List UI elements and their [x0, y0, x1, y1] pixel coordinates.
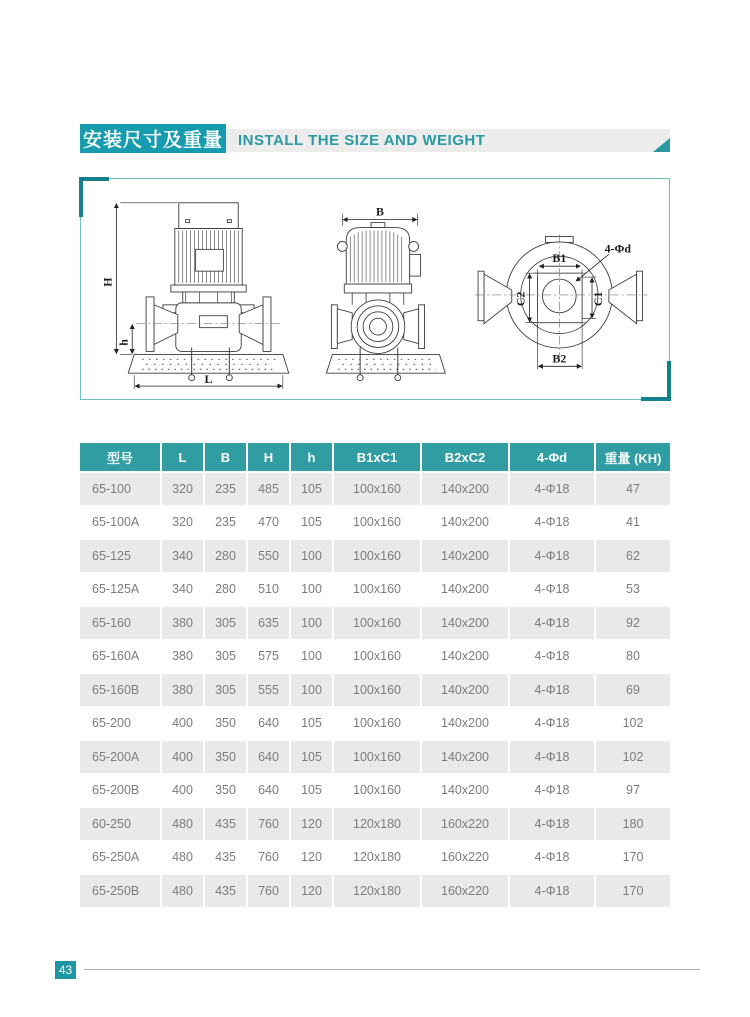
pump-front-view [128, 203, 289, 381]
table-cell: 65-250A [80, 842, 160, 874]
table-cell: 305 [205, 641, 246, 673]
table-cell: 120 [291, 842, 332, 874]
table-cell: 80 [596, 641, 670, 673]
table-cell: 305 [205, 607, 246, 639]
table-cell: 69 [596, 674, 670, 706]
table-cell: 100x160 [334, 641, 420, 673]
table-cell: 100 [291, 674, 332, 706]
table-cell: 170 [596, 875, 670, 907]
table-cell: 140x200 [422, 507, 508, 539]
dim-label-C2: C2 [513, 291, 528, 307]
table-cell: 4-Φ18 [510, 574, 594, 606]
column-header: 重量 (KH) [596, 443, 670, 471]
table-cell: 120 [291, 875, 332, 907]
table-cell: 105 [291, 473, 332, 505]
spec-table-wrap [78, 441, 672, 909]
table-cell: 4-Φ18 [510, 875, 594, 907]
column-header: B [205, 443, 246, 471]
table-cell: 100 [291, 540, 332, 572]
table-cell: 100 [291, 574, 332, 606]
column-header: h [291, 443, 332, 471]
table-cell: 435 [205, 875, 246, 907]
table-cell: 100x160 [334, 607, 420, 639]
table-cell: 105 [291, 741, 332, 773]
column-header: H [248, 443, 289, 471]
section-title-chinese: 安装尺寸及重量 [80, 124, 226, 153]
dim-label-B2: B2 [552, 351, 567, 366]
table-cell: 340 [162, 540, 203, 572]
table-cell: 105 [291, 775, 332, 807]
table-cell: 120 [291, 808, 332, 840]
table-cell: 53 [596, 574, 670, 606]
table-cell: 435 [205, 808, 246, 840]
dim-label-C1: C1 [590, 291, 605, 307]
table-cell: 235 [205, 507, 246, 539]
table-cell: 4-Φ18 [510, 775, 594, 807]
table-cell: 65-160 [80, 607, 160, 639]
dim-label-L: L [204, 372, 213, 387]
table-cell: 340 [162, 574, 203, 606]
table-row [80, 775, 670, 807]
table-cell: 65-160B [80, 674, 160, 706]
table-row [80, 708, 670, 740]
table-cell: 485 [248, 473, 289, 505]
table-cell: 65-125A [80, 574, 160, 606]
table-cell: 350 [205, 708, 246, 740]
table-cell: 170 [596, 842, 670, 874]
table-cell: 140x200 [422, 708, 508, 740]
dim-label-4-phi-d: 4-Φd [604, 241, 631, 256]
table-cell: 760 [248, 842, 289, 874]
table-cell: 92 [596, 607, 670, 639]
table-cell: 4-Φ18 [510, 808, 594, 840]
dim-label-H: H [100, 277, 115, 287]
corner-triangle-icon [653, 138, 670, 152]
table-cell: 380 [162, 607, 203, 639]
table-row [80, 875, 670, 907]
table-cell: 550 [248, 540, 289, 572]
column-header: 4-Φd [510, 443, 594, 471]
pump-side-view [326, 223, 445, 381]
table-cell: 140x200 [422, 674, 508, 706]
table-cell: 235 [205, 473, 246, 505]
table-row [80, 507, 670, 539]
table-cell: 180 [596, 808, 670, 840]
table-cell: 140x200 [422, 607, 508, 639]
column-header: B1xC1 [334, 443, 420, 471]
table-cell: 760 [248, 875, 289, 907]
table-cell: 575 [248, 641, 289, 673]
table-cell: 65-200 [80, 708, 160, 740]
table-cell: 400 [162, 708, 203, 740]
dim-label-B1: B1 [552, 251, 567, 266]
table-cell: 280 [205, 574, 246, 606]
table-cell: 480 [162, 875, 203, 907]
column-header: L [162, 443, 203, 471]
spec-table-body [80, 473, 670, 907]
table-cell: 760 [248, 808, 289, 840]
table-cell: 100 [291, 641, 332, 673]
table-row [80, 674, 670, 706]
table-cell: 120x180 [334, 875, 420, 907]
section-title-english: INSTALL THE SIZE AND WEIGHT [238, 132, 486, 149]
table-cell: 65-160A [80, 641, 160, 673]
table-cell: 280 [205, 540, 246, 572]
table-cell: 4-Φ18 [510, 641, 594, 673]
table-cell: 100x160 [334, 507, 420, 539]
table-cell: 470 [248, 507, 289, 539]
table-row [80, 842, 670, 874]
table-cell: 640 [248, 741, 289, 773]
pump-dimension-diagram [81, 179, 669, 399]
table-cell: 350 [205, 741, 246, 773]
table-cell: 320 [162, 507, 203, 539]
table-cell: 65-250B [80, 875, 160, 907]
table-cell: 4-Φ18 [510, 842, 594, 874]
table-cell: 100x160 [334, 540, 420, 572]
table-cell: 4-Φ18 [510, 540, 594, 572]
table-cell: 4-Φ18 [510, 708, 594, 740]
table-cell: 480 [162, 808, 203, 840]
table-cell: 320 [162, 473, 203, 505]
table-cell: 305 [205, 674, 246, 706]
table-cell: 100x160 [334, 473, 420, 505]
table-cell: 380 [162, 674, 203, 706]
table-cell: 65-200B [80, 775, 160, 807]
table-row [80, 540, 670, 572]
table-cell: 65-125 [80, 540, 160, 572]
column-header: B2xC2 [422, 443, 508, 471]
footer-divider [84, 969, 700, 970]
dimension-weight-table [78, 441, 672, 909]
table-cell: 510 [248, 574, 289, 606]
table-row [80, 473, 670, 505]
table-cell: 60-250 [80, 808, 160, 840]
table-cell: 140x200 [422, 741, 508, 773]
table-cell: 140x200 [422, 574, 508, 606]
table-row [80, 607, 670, 639]
table-cell: 140x200 [422, 641, 508, 673]
table-cell: 435 [205, 842, 246, 874]
table-cell: 65-200A [80, 741, 160, 773]
table-row [80, 641, 670, 673]
table-cell: 4-Φ18 [510, 473, 594, 505]
table-cell: 640 [248, 775, 289, 807]
table-cell: 100x160 [334, 741, 420, 773]
table-cell: 120x180 [334, 808, 420, 840]
table-cell: 640 [248, 708, 289, 740]
table-cell: 160x220 [422, 808, 508, 840]
table-cell: 635 [248, 607, 289, 639]
table-cell: 100 [291, 607, 332, 639]
table-cell: 100x160 [334, 574, 420, 606]
table-row [80, 808, 670, 840]
table-cell: 102 [596, 741, 670, 773]
table-cell: 4-Φ18 [510, 607, 594, 639]
table-cell: 140x200 [422, 540, 508, 572]
table-cell: 140x200 [422, 775, 508, 807]
table-cell: 105 [291, 708, 332, 740]
table-cell: 380 [162, 641, 203, 673]
table-cell: 100x160 [334, 775, 420, 807]
dim-label-B: B [375, 204, 384, 219]
table-cell: 4-Φ18 [510, 674, 594, 706]
table-cell: 100x160 [334, 708, 420, 740]
table-cell: 4-Φ18 [510, 741, 594, 773]
page-number-badge: 43 [55, 961, 76, 979]
table-cell: 140x200 [422, 473, 508, 505]
table-cell: 480 [162, 842, 203, 874]
table-cell: 400 [162, 741, 203, 773]
table-cell: 350 [205, 775, 246, 807]
table-cell: 41 [596, 507, 670, 539]
column-header: 型号 [80, 443, 160, 471]
table-cell: 65-100 [80, 473, 160, 505]
dimension-diagram-panel [80, 178, 670, 400]
table-cell: 47 [596, 473, 670, 505]
table-header-row [80, 443, 670, 471]
table-row [80, 574, 670, 606]
table-cell: 102 [596, 708, 670, 740]
table-cell: 4-Φ18 [510, 507, 594, 539]
table-cell: 400 [162, 775, 203, 807]
table-cell: 105 [291, 507, 332, 539]
table-cell: 65-100A [80, 507, 160, 539]
table-cell: 160x220 [422, 842, 508, 874]
table-row [80, 741, 670, 773]
table-cell: 62 [596, 540, 670, 572]
table-cell: 160x220 [422, 875, 508, 907]
table-cell: 120x180 [334, 842, 420, 874]
table-cell: 100x160 [334, 674, 420, 706]
dim-label-h: h [116, 339, 131, 346]
table-cell: 97 [596, 775, 670, 807]
table-cell: 555 [248, 674, 289, 706]
